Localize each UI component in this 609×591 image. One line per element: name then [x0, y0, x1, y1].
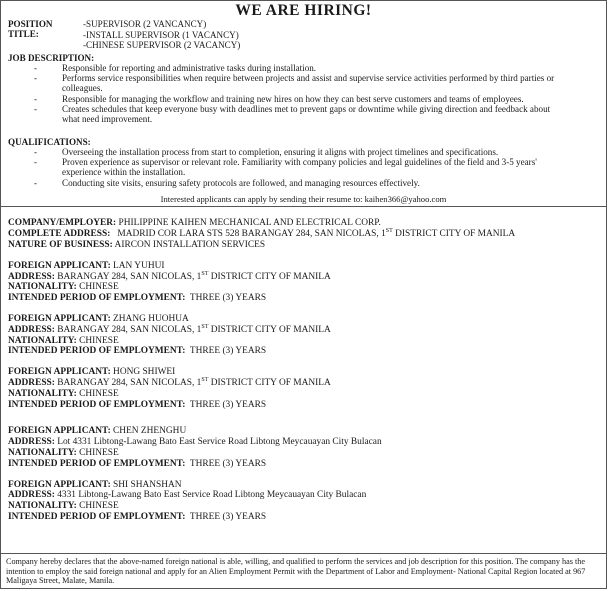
- applicant-nationality: CHINESE: [79, 447, 119, 458]
- qualification-item: - Overseeing the installation process from start to completion, ensuring it aligns with project timelines and specifications.: [8, 147, 599, 157]
- applicant-block: [8, 314, 599, 357]
- applicant-period: THREE (3) YEARS: [189, 293, 267, 304]
- period-label: INTENDED PERIOD OF EMPLOYMENT:: [8, 458, 186, 469]
- applicant-block: [8, 261, 599, 304]
- applicant-address: 4331 Libtong-Lawang Bato East Service Road Libtong Meycauayan City Bulacan: [57, 490, 367, 501]
- address-label: ADDRESS:: [8, 437, 55, 448]
- applicant-period: THREE (3) YEARS: [189, 346, 267, 357]
- address-label: ADDRESS:: [8, 490, 55, 501]
- applicant-name: CHEN ZHENGHU: [113, 426, 187, 437]
- ad-title: WE ARE HIRING!: [235, 2, 372, 19]
- applicant-address: BARANGAY 284, SAN NICOLAS, 1ST DISTRICT CITY OF MANILA: [57, 323, 331, 335]
- job-description-item: - Performs service responsibilities when require between projects and assist and supervise service activities performed by third parties or colleagues.: [8, 73, 599, 94]
- job-description-item: - Responsible for reporting and administrative tasks during installation.: [8, 63, 599, 73]
- applicant-nationality: CHINESE: [79, 335, 119, 346]
- complete-address-label: COMPLETE ADDRESS:: [8, 229, 111, 240]
- position-item: -SUPERVISOR (2 VANCANCY): [83, 19, 207, 29]
- qualifications-heading: QUALIFICATIONS:: [8, 136, 91, 147]
- period-label: INTENDED PERIOD OF EMPLOYMENT:: [8, 346, 186, 357]
- nationality-label: NATIONALITY:: [8, 501, 77, 512]
- applicant-nationality: CHINESE: [79, 388, 119, 399]
- applicant-name: HONG SHIWEI: [113, 367, 176, 378]
- address-label: ADDRESS:: [8, 271, 55, 282]
- period-label: INTENDED PERIOD OF EMPLOYMENT:: [8, 399, 186, 410]
- employer-label: COMPANY/EMPLOYER:: [8, 218, 117, 229]
- apply-note: Interested applicants can apply by sending their resume to: kaihen366@yahoo.com: [160, 194, 447, 205]
- applicant-period: THREE (3) YEARS: [189, 458, 267, 469]
- applicant-label: FOREIGN APPLICANT:: [8, 479, 111, 490]
- job-description-list: [8, 63, 599, 125]
- period-label: INTENDED PERIOD OF EMPLOYMENT:: [8, 511, 186, 522]
- position-title-label: POSITION TITLE:: [8, 19, 53, 40]
- nationality-label: NATIONALITY:: [8, 282, 77, 293]
- position-item: -CHINESE SUPERVISOR (2 VACANCY): [83, 40, 241, 50]
- employer-section: [1, 207, 606, 522]
- applicant-period: THREE (3) YEARS: [189, 399, 267, 410]
- nationality-label: NATIONALITY:: [8, 388, 77, 399]
- applicant-block: [8, 480, 599, 523]
- job-description-item: - Creates schedules that keep everyone busy with deadlines met to prevent gaps or downtime while giving direction and feedback about what need improvement.: [8, 104, 599, 125]
- employer-value: PHILIPPINE KAIHEN MECHANICAL AND ELECTRICAL CORP.: [118, 218, 381, 229]
- business-label: NATURE OF BUSINESS:: [8, 239, 113, 250]
- applicant-name: LAN YUHUI: [113, 260, 165, 271]
- nationality-label: NATIONALITY:: [8, 335, 77, 346]
- applicant-block: [8, 426, 599, 469]
- declaration-footer: Company hereby declares that the above-named foreign national is able, willing, and qualified to perform the services and job description for this position. The company has the intention to employ the said foreign national and apply for an Alien Employment Permit with the Department of Labor and Employment- National Capital Region located at 967 Maligaya Street, Malate, Manila.: [1, 553, 606, 588]
- applicant-nationality: CHINESE: [79, 282, 119, 293]
- qualification-item: - Proven experience as supervisor or relevant role. Familiarity with company policies and legal guidelines of the field and 3-5 years' experience within the installation.: [8, 157, 599, 178]
- applicant-name: ZHANG HUOHUA: [113, 313, 189, 324]
- applicant-label: FOREIGN APPLICANT:: [8, 426, 111, 437]
- applicant-label: FOREIGN APPLICANT:: [8, 260, 111, 271]
- period-label: INTENDED PERIOD OF EMPLOYMENT:: [8, 293, 186, 304]
- job-description-heading: JOB DESCRIPTION:: [8, 52, 95, 63]
- address-label: ADDRESS:: [8, 377, 55, 388]
- position-title-row: [8, 19, 599, 51]
- applicant-block: [8, 367, 599, 410]
- applicant-label: FOREIGN APPLICANT:: [8, 313, 111, 324]
- applicant-label: FOREIGN APPLICANT:: [8, 367, 111, 378]
- company-block: [8, 218, 599, 250]
- complete-address-value: MADRID COR LARA STS 528 BARANGAY 284, SAN NICOLAS, 1ST DISTRICT CITY OF MANILA: [117, 228, 516, 240]
- job-section: [1, 19, 606, 204]
- job-description-item: - Responsible for managing the workflow and training new hires on how they can best serve customers and teams of employees.: [8, 94, 599, 104]
- applicant-address: BARANGAY 284, SAN NICOLAS, 1ST DISTRICT CITY OF MANILA: [57, 376, 331, 388]
- applicant-address: BARANGAY 284, SAN NICOLAS, 1ST DISTRICT CITY OF MANILA: [57, 270, 331, 282]
- qualifications-list: [8, 147, 599, 188]
- applicant-address: Lot 4331 Libtong-Lawang Bato East Service Road Libtong Meycauayan City Bulacan: [57, 437, 382, 448]
- position-item: -INSTALL SUPERVISOR (1 VACANCY): [83, 29, 239, 40]
- address-label: ADDRESS:: [8, 324, 55, 335]
- nationality-label: NATIONALITY:: [8, 447, 77, 458]
- position-list: [78, 19, 240, 51]
- business-value: AIRCON INSTALLATION SERVICES: [114, 239, 266, 250]
- applicant-nationality: CHINESE: [79, 501, 119, 512]
- applicant-period: THREE (3) YEARS: [189, 511, 267, 522]
- qualification-item: - Conducting site visits, ensuring safety protocols are followed, and managing resources effectively.: [8, 178, 599, 188]
- applicant-name: SHI SHANSHAN: [113, 479, 182, 490]
